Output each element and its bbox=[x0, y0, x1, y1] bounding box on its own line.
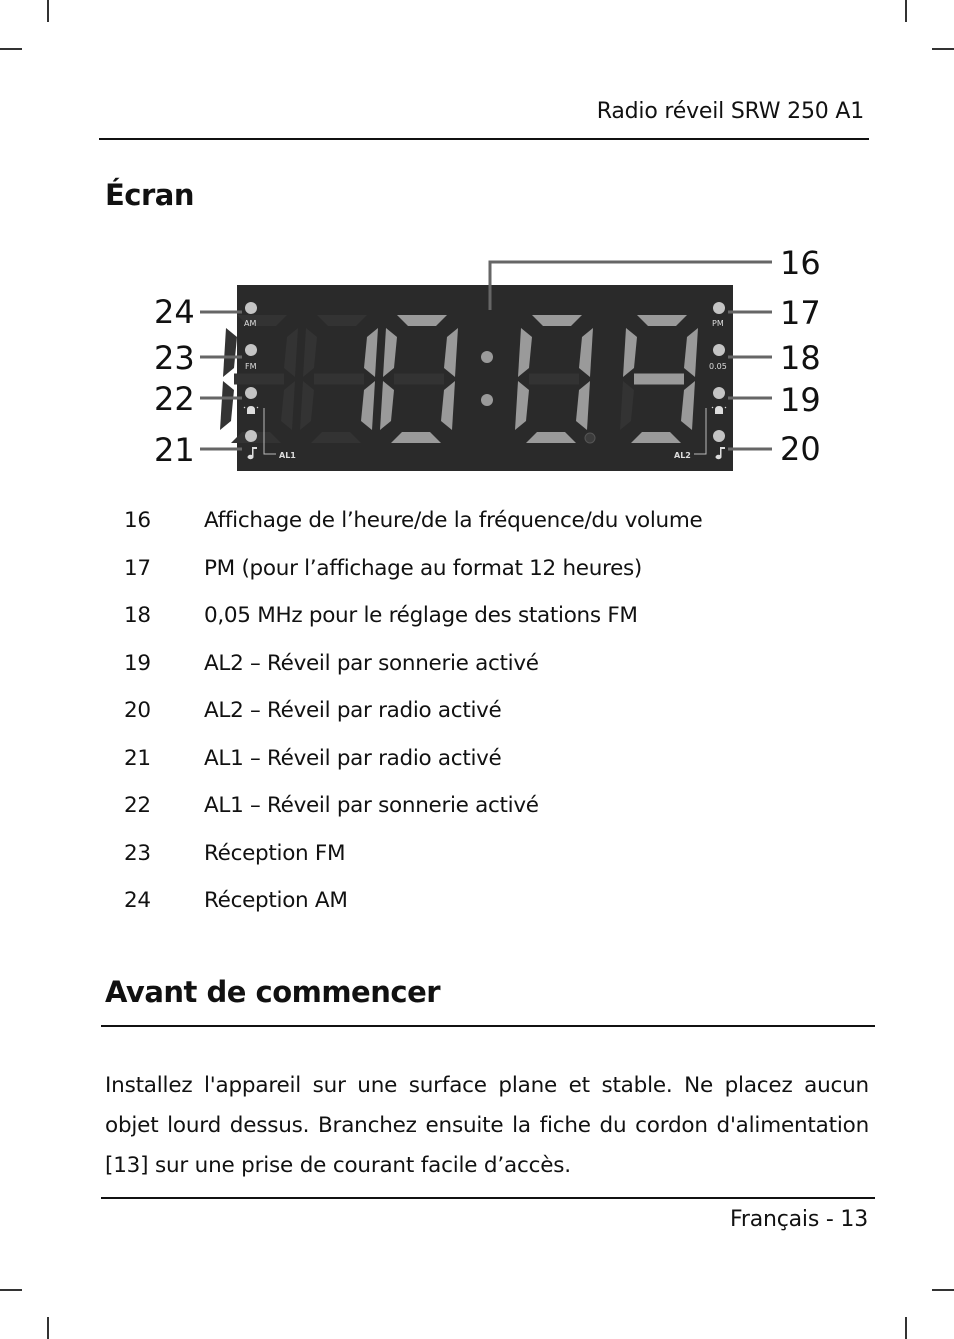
decimal-point bbox=[585, 433, 595, 443]
legend-number: 23 bbox=[124, 840, 151, 866]
indicator-step: 0.05 bbox=[709, 362, 727, 371]
legend-number: 20 bbox=[124, 698, 151, 723]
page-footer: Français - 13 bbox=[730, 1207, 868, 1232]
legend-text: AL2 – Réveil par radio activé bbox=[204, 698, 502, 723]
led-al1-radio bbox=[245, 430, 257, 442]
segment-unlit bbox=[234, 374, 284, 385]
crop-mark bbox=[932, 1289, 954, 1291]
crop-mark bbox=[905, 1317, 907, 1339]
legend-number: 19 bbox=[124, 650, 151, 676]
legend-number: 24 bbox=[124, 888, 151, 913]
callout-16: 16 bbox=[780, 244, 821, 282]
indicator-pm: PM bbox=[712, 319, 724, 328]
legend-text: 0,05 MHz pour le réglage des stations FM bbox=[204, 603, 638, 628]
crop-mark bbox=[47, 0, 49, 22]
colon-dot bbox=[481, 351, 493, 363]
segment-unlit bbox=[223, 328, 237, 377]
display-diagram bbox=[150, 240, 821, 480]
segment-unlit bbox=[394, 374, 444, 385]
segment-unlit bbox=[314, 374, 364, 385]
header-title: Radio réveil SRW 250 A1 bbox=[596, 99, 864, 124]
crop-mark bbox=[47, 1317, 49, 1339]
crop-mark bbox=[905, 0, 907, 22]
section-title-before-start: Avant de commencer bbox=[105, 975, 441, 1009]
footer-rule bbox=[101, 1197, 875, 1199]
legend-number: 17 bbox=[124, 555, 151, 581]
callout-22: 22 bbox=[154, 380, 195, 418]
indicator-am: AM bbox=[244, 319, 257, 328]
led-al2-buzzer bbox=[713, 387, 725, 399]
legend-text: AL1 – Réveil par sonnerie activé bbox=[204, 793, 539, 818]
callout-21: 21 bbox=[154, 431, 195, 469]
legend-text: PM (pour l’affichage au format 12 heures) bbox=[204, 555, 643, 581]
segment-lit bbox=[634, 374, 684, 385]
indicator-al2: AL2 bbox=[674, 451, 691, 460]
legend-text: Affichage de l’heure/de la fréquence/du volume bbox=[204, 508, 703, 533]
legend-number: 21 bbox=[124, 745, 151, 771]
led-fm bbox=[245, 344, 257, 356]
legend-list bbox=[124, 508, 844, 936]
crop-mark bbox=[0, 48, 22, 50]
callout-18: 18 bbox=[780, 339, 821, 377]
legend-text: AL1 – Réveil par radio activé bbox=[204, 745, 502, 771]
section-title-screen: Écran bbox=[105, 178, 195, 212]
legend-item bbox=[124, 841, 844, 889]
legend-item bbox=[124, 556, 844, 604]
section-rule bbox=[101, 1025, 875, 1027]
legend-number: 18 bbox=[124, 603, 151, 628]
segment-unlit bbox=[220, 381, 234, 430]
intro-paragraph: Installez l'appareil sur une surface plane et stable. Ne placez aucun objet lourd dessus. Branchez ensuite la fiche du cordon d'alimentation [13] sur une prise de courant facile d’accès. bbox=[105, 1073, 869, 1178]
legend-item bbox=[124, 746, 844, 794]
legend-text: Réception FM bbox=[204, 840, 346, 866]
callout-20: 20 bbox=[780, 430, 821, 468]
callout-17: 17 bbox=[780, 294, 821, 332]
legend-item bbox=[124, 793, 844, 841]
crop-mark bbox=[0, 1289, 22, 1291]
legend-item bbox=[124, 888, 844, 936]
led-step bbox=[713, 344, 725, 356]
legend-item bbox=[124, 651, 844, 699]
led-al1-buzzer bbox=[245, 387, 257, 399]
led-pm bbox=[713, 302, 725, 314]
led-al2-radio bbox=[713, 430, 725, 442]
legend-number: 16 bbox=[124, 508, 151, 533]
header-rule bbox=[99, 138, 869, 140]
segment-unlit bbox=[529, 374, 579, 385]
legend-item bbox=[124, 508, 844, 556]
legend-text: AL2 – Réveil par sonnerie activé bbox=[204, 650, 539, 676]
callout-19: 19 bbox=[780, 381, 821, 419]
callout-23: 23 bbox=[154, 339, 195, 377]
indicator-fm: FM bbox=[245, 362, 257, 371]
led-am bbox=[245, 302, 257, 314]
legend-item bbox=[124, 698, 844, 746]
indicator-al1: AL1 bbox=[279, 451, 296, 460]
legend-number: 22 bbox=[124, 793, 151, 818]
legend-item bbox=[124, 603, 844, 651]
colon-dot bbox=[481, 394, 493, 406]
callout-24: 24 bbox=[154, 293, 195, 331]
crop-mark bbox=[932, 48, 954, 50]
legend-text: Réception AM bbox=[204, 888, 348, 913]
